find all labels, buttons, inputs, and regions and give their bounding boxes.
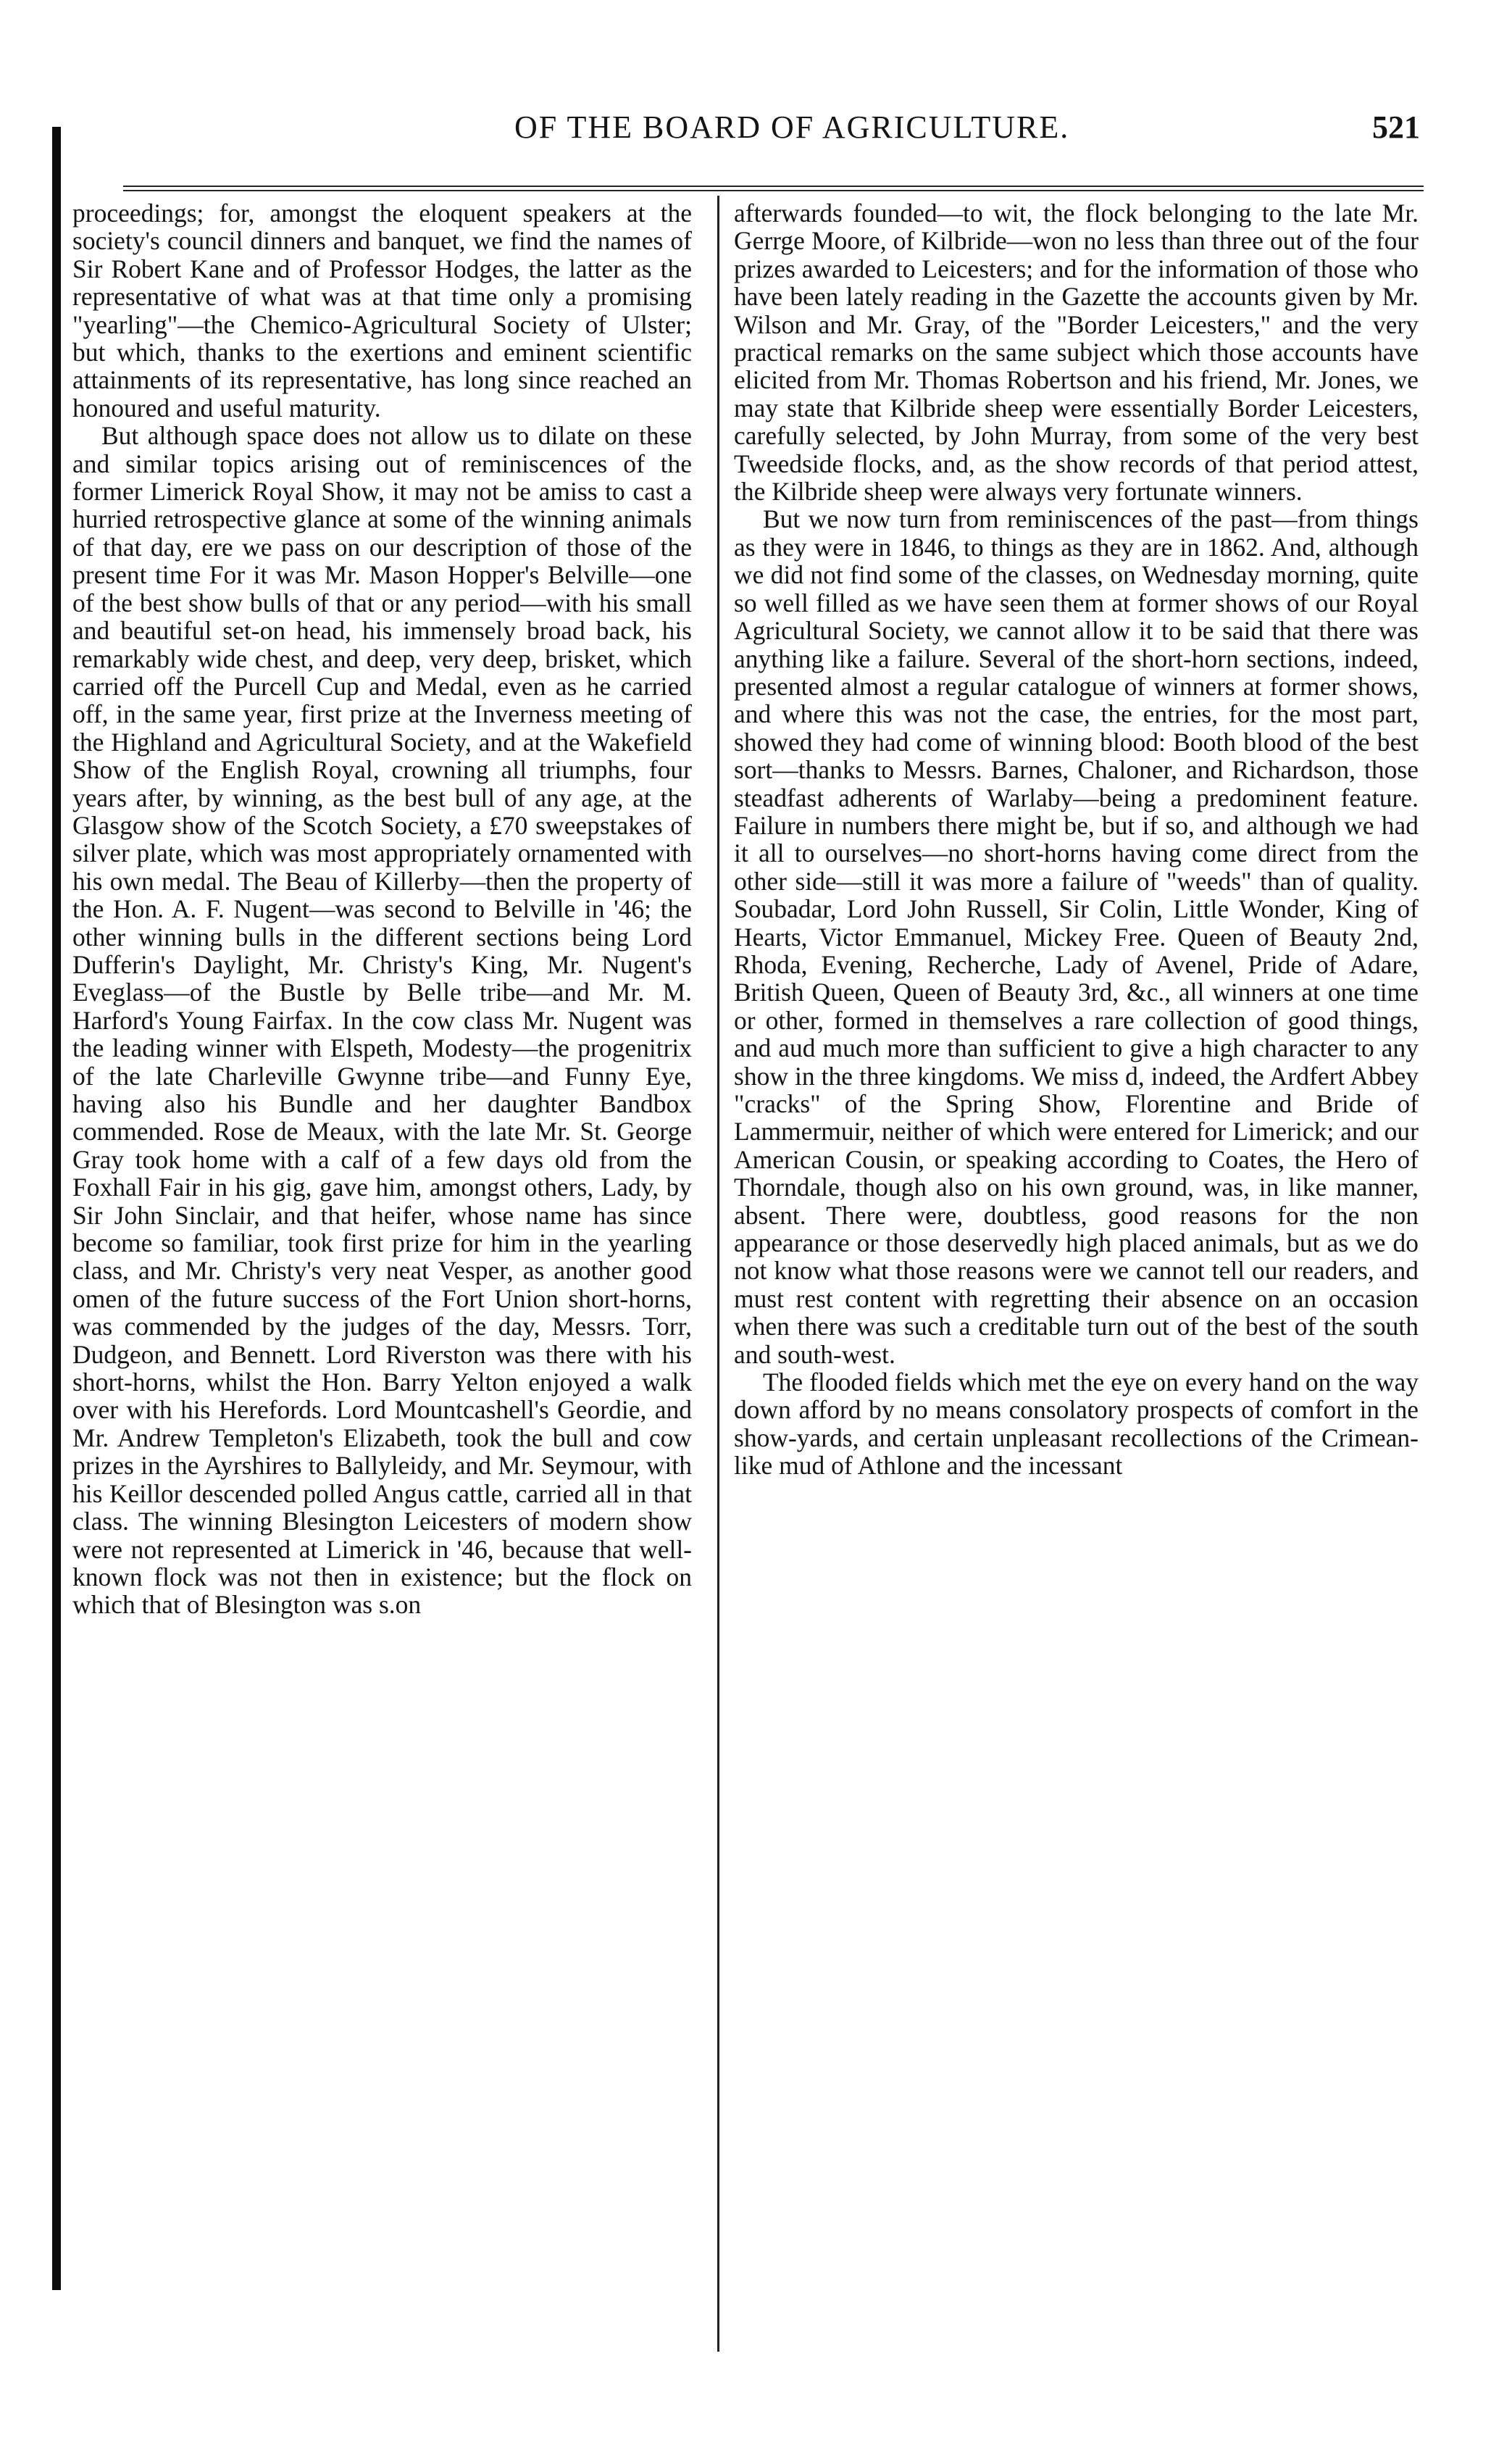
running-title: OF THE BOARD OF AGRICULTURE.	[514, 109, 1070, 145]
binding-gutter-shadow	[52, 127, 61, 2290]
paragraph: But although space does not allow us to dilate on these and similar topics arising out of reminiscences of the former Limerick Royal Show, it may not be amiss to cast a hurried retrospective glance at some of the winning animals of that day, ere we pass on our description of those of the present time For it was Mr. Mason Hopper's Belville—one of the best show bulls of that or any period—with his small and beautiful set-on head, his immensely broad back, his remarkably wide chest, and deep, very deep, brisket, which carried off the Purcell Cup and Medal, even as he carried off, in the same year, first prize at the Inverness meeting of the Highland and Agricultural Society, and at the Wakefield Show of the English Royal, crowning all triumphs, four years after, by winning, as the best bull of any age, at the Glasgow show of the Scotch Society, a £70 sweepstakes of silver plate, which was most appropriately ornamented with his own medal. The Beau of Killerby—then the property of the Hon. A. F. Nugent—was second to Belville in '46; the other winning bulls in the different sections being Lord Dufferin's Daylight, Mr. Christy's King, Mr. Nugent's Eveglass—of the Bustle by Belle tribe—and Mr. M. Harford's Young Fairfax. In the cow class Mr. Nugent was the leading winner with Elspeth, Modesty—the progenitrix of the late Charleville Gwynne tribe—and Funny Eye, having also his Bundle and her daughter Bandbox commended. Rose de Meaux, with the late Mr. St. George Gray took home with a calf of a few days old from the Foxhall Fair in his gig, gave him, amongst others, Lady, by Sir John Sinclair, and that heifer, whose name has since become so familiar, took first prize for him in the yearling class, and Mr. Christy's very neat Vesper, as another good omen of the future success of the Fort Union short-horns, was commended by the judges of the day, Messrs. Torr, Dudgeon, and Bennett. Lord Riverston was there with his short-horns, whilst the Hon. Barry Yelton enjoyed a walk over with his Herefords. Lord Mountcashell's Geordie, and Mr. Andrew Templeton's Elizabeth, took the bull and cow prizes in the Ayrshires to Ballyleidy, and Mr. Seymour, with his Keillor descended polled Angus cattle, carried all in that class. The winning Blesington Leicesters of modern show were not represented at Limerick in '46, because that well-known flock was not then in existence; but the flock on which that of Blesington was s.on	[72, 421, 692, 1620]
header-rule	[123, 186, 1424, 191]
paragraph: afterwards founded—to wit, the flock belonging to the late Mr. Gerrge Moore, of Kilbride—won no less than three out of the four prizes awarded to Leicesters; and for the information of those who have been lately reading in the Gazette the accounts given by Mr. Wilson and Mr. Gray, of the "Border Leicesters," and the very practical remarks on the same subject which those accounts have elicited from Mr. Thomas Robertson and his friend, Mr. Jones, we may state that Kilbride sheep were essentially Border Leicesters, carefully selected, by John Murray, from some of the very best Tweedside flocks, and, as the show records of that period attest, the Kilbride sheep were always very fortunate winners.	[734, 199, 1419, 507]
page-number: 521	[1372, 109, 1420, 145]
column-divider	[717, 196, 719, 2352]
left-column	[72, 199, 692, 1619]
page-header	[65, 109, 1420, 167]
paragraph: proceedings; for, amongst the eloquent speakers at the society's council dinners and banquet, we find the names of Sir Robert Kane and of Professor Hodges, the latter as the representative of what was at that time only a promising "yearling"—the Chemico-Agricultural Society of Ulster; but which, thanks to the exertions and eminent scientific attainments of its representative, has long since reached an honoured and useful maturity.	[72, 199, 692, 423]
paragraph: But we now turn from reminiscences of the past—from things as they were in 1846, to things as they are in 1862. And, although we did not find some of the classes, on Wednesday morning, quite so well filled as we have seen them at former shows of our Royal Agricultural Society, we cannot allow it to be said that there was anything like a failure. Several of the short-horn sections, indeed, presented almost a regular catalogue of winners at former shows, and where this was not the case, the entries, for the most part, showed they had come of winning blood: Booth blood of the best sort—thanks to Messrs. Barnes, Chaloner, and Richardson, those steadfast adherents of Warlaby—being a predominent feature. Failure in numbers there might be, but if so, and although we had it all to ourselves—no short-horns having come direct from the other side—still it was more a failure of "weeds" than of quality. Soubadar, Lord John Russell, Sir Colin, Little Wonder, King of Hearts, Victor Emmanuel, Mickey Free. Queen of Beauty 2nd, Rhoda, Evening, Recherche, Lady of Avenel, Pride of Adare, British Queen, Queen of Beauty 3rd, &c., all winners at one time or other, formed in themselves a rare collection of good things, and aud much more than sufficient to give a high character to any show in the three kingdoms. We miss d, indeed, the Ardfert Abbey "cracks" of the Spring Show, Florentine and Bride of Lammermuir, neither of which were entered for Limerick; and our American Cousin, or speaking according to Coates, the Hero of Thorndale, though also on his own ground, was, in like manner, absent. There were, doubtless, good reasons for the non appearance or those deservedly high placed animals, but as we do not know what those reasons were we cannot tell our readers, and must rest content with regretting their absence on an occasion when there was such a creditable turn out of the best of the south and south-west.	[734, 504, 1419, 1369]
right-column	[734, 199, 1419, 1480]
paragraph: The flooded fields which met the eye on every hand on the way down afford by no means consolatory prospects of comfort in the show-yards, and certain unpleasant recollections of the Crimean-like mud of Athlone and the incessant	[734, 1368, 1419, 1481]
